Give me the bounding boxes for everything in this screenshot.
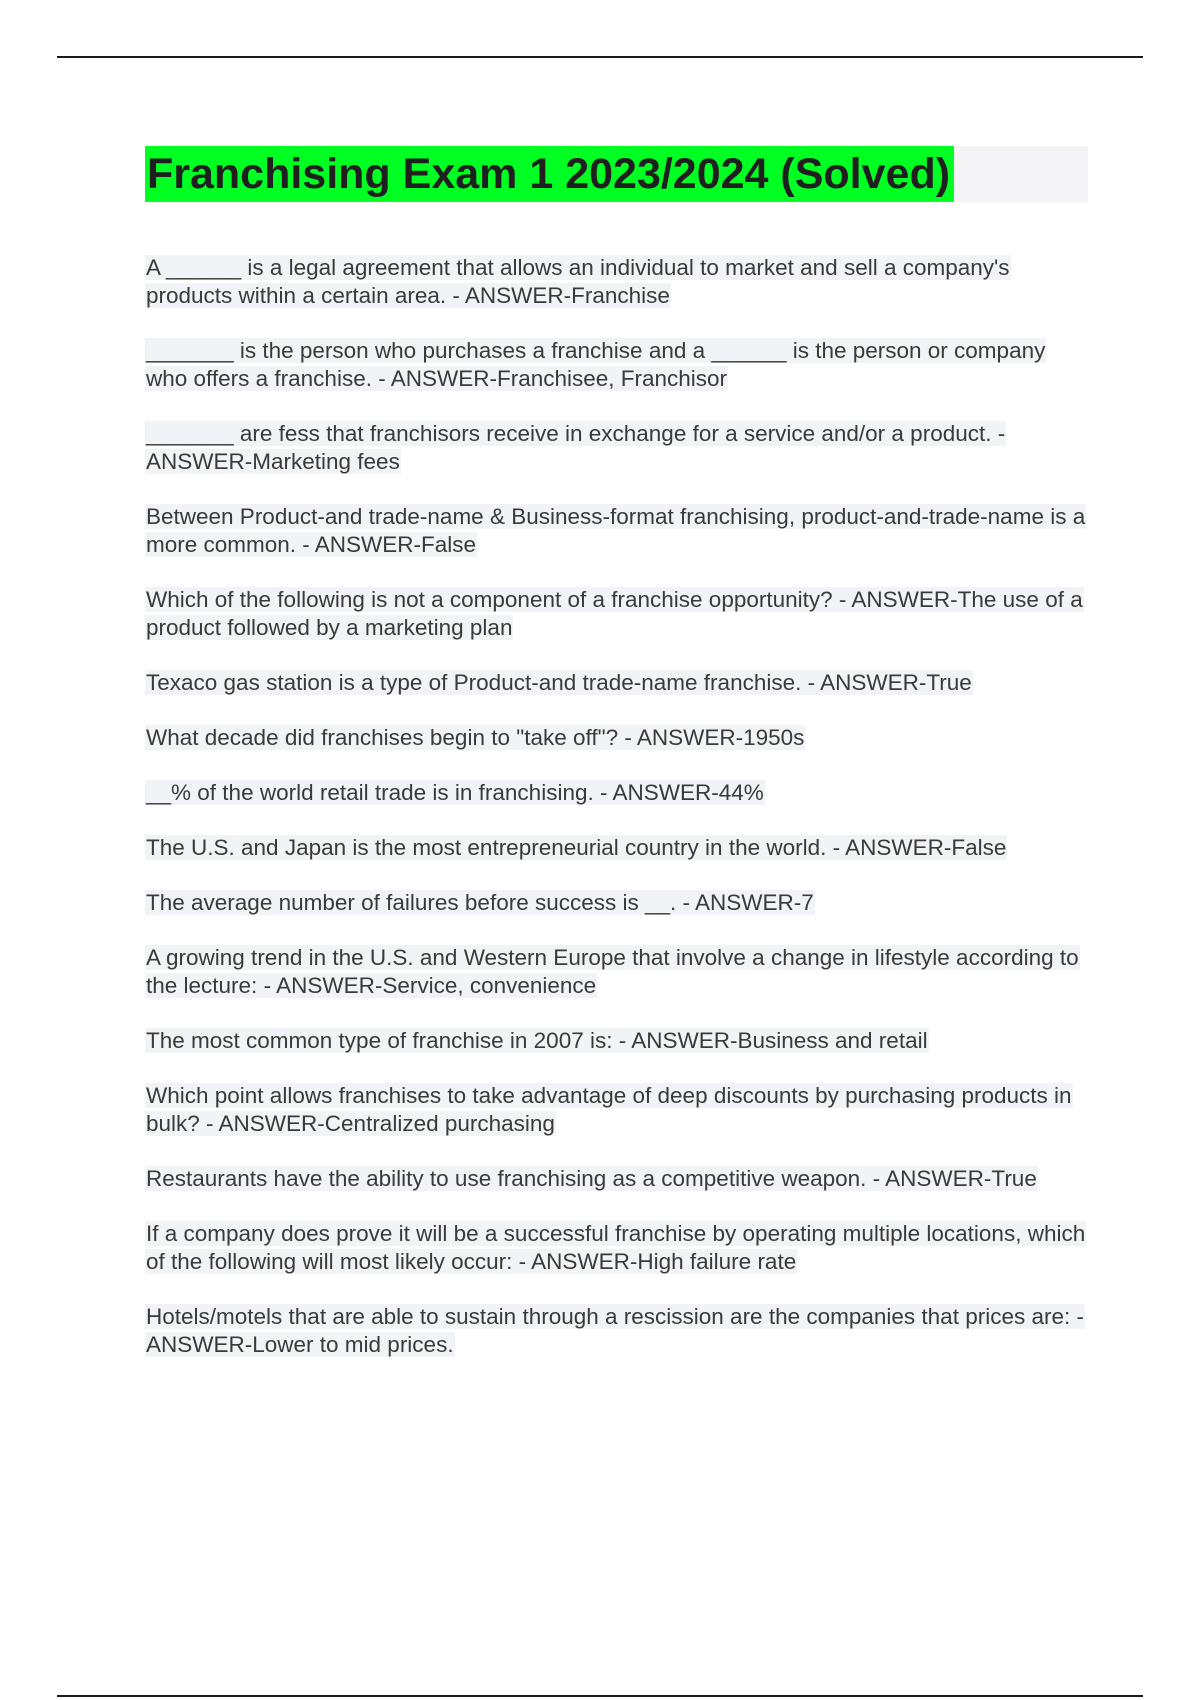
list-item [145,944,1090,1000]
question-answer-text: A growing trend in the U.S. and Western Europe that involve a change in lifestyle according to the lecture: - ANSWER-Service, convenience [146,945,1079,998]
list-item [145,337,1090,393]
question-list [145,254,1090,1386]
list-item [145,1165,1090,1193]
list-item [145,834,1090,862]
question-answer-text: The U.S. and Japan is the most entrepreneurial country in the world. - ANSWER-False [146,835,1007,860]
question-answer-text: Restaurants have the ability to use franchising as a competitive weapon. - ANSWER-True [146,1166,1037,1191]
list-item [145,1220,1090,1276]
question-answer-text: Between Product-and trade-name & Business-format franchising, product-and-trade-name is a more common. - ANSWER-False [146,504,1086,557]
list-item [145,420,1090,476]
list-item [145,1303,1090,1359]
list-item [145,1027,1090,1055]
question-answer-text: If a company does prove it will be a successful franchise by operating multiple locations, which of the following will most likely occur: - ANSWER-High failure rate [146,1221,1086,1274]
question-answer-text: __% of the world retail trade is in franchising. - ANSWER-44% [146,780,764,805]
list-item [145,254,1090,310]
list-item [145,669,1090,697]
top-rule [57,56,1143,58]
document-title: Franchising Exam 1 2023/2024 (Solved) [145,146,954,202]
question-answer-text: _______ is the person who purchases a franchise and a ______ is the person or company who offers a franchise. - ANSWER-Franchisee, Franchisor [146,338,1046,391]
question-answer-text: The most common type of franchise in 2007 is: - ANSWER-Business and retail [146,1028,928,1053]
question-answer-text: Texaco gas station is a type of Product-and trade-name franchise. - ANSWER-True [146,670,972,695]
list-item [145,724,1090,752]
question-answer-text: The average number of failures before success is __. - ANSWER-7 [146,890,814,915]
question-answer-text: Which point allows franchises to take advantage of deep discounts by purchasing products in bulk? - ANSWER-Centralized purchasing [146,1083,1072,1136]
question-answer-text: _______ are fess that franchisors receive in exchange for a service and/or a product. - ANSWER-Marketing fees [146,421,1006,474]
bottom-rule [57,1695,1143,1697]
list-item [145,779,1090,807]
list-item [145,586,1090,642]
question-answer-text: A ______ is a legal agreement that allows an individual to market and sell a company's products within a certain area. - ANSWER-Franchise [146,255,1010,308]
list-item [145,503,1090,559]
list-item [145,889,1090,917]
question-answer-text: Which of the following is not a component of a franchise opportunity? - ANSWER-The use of a product followed by a marketing plan [146,587,1083,640]
question-answer-text: Hotels/motels that are able to sustain through a rescission are the companies that prices are: - ANSWER-Lower to mid prices. [146,1304,1084,1357]
title-block [145,146,1088,202]
question-answer-text: What decade did franchises begin to "take off"? - ANSWER-1950s [146,725,805,750]
list-item [145,1082,1090,1138]
